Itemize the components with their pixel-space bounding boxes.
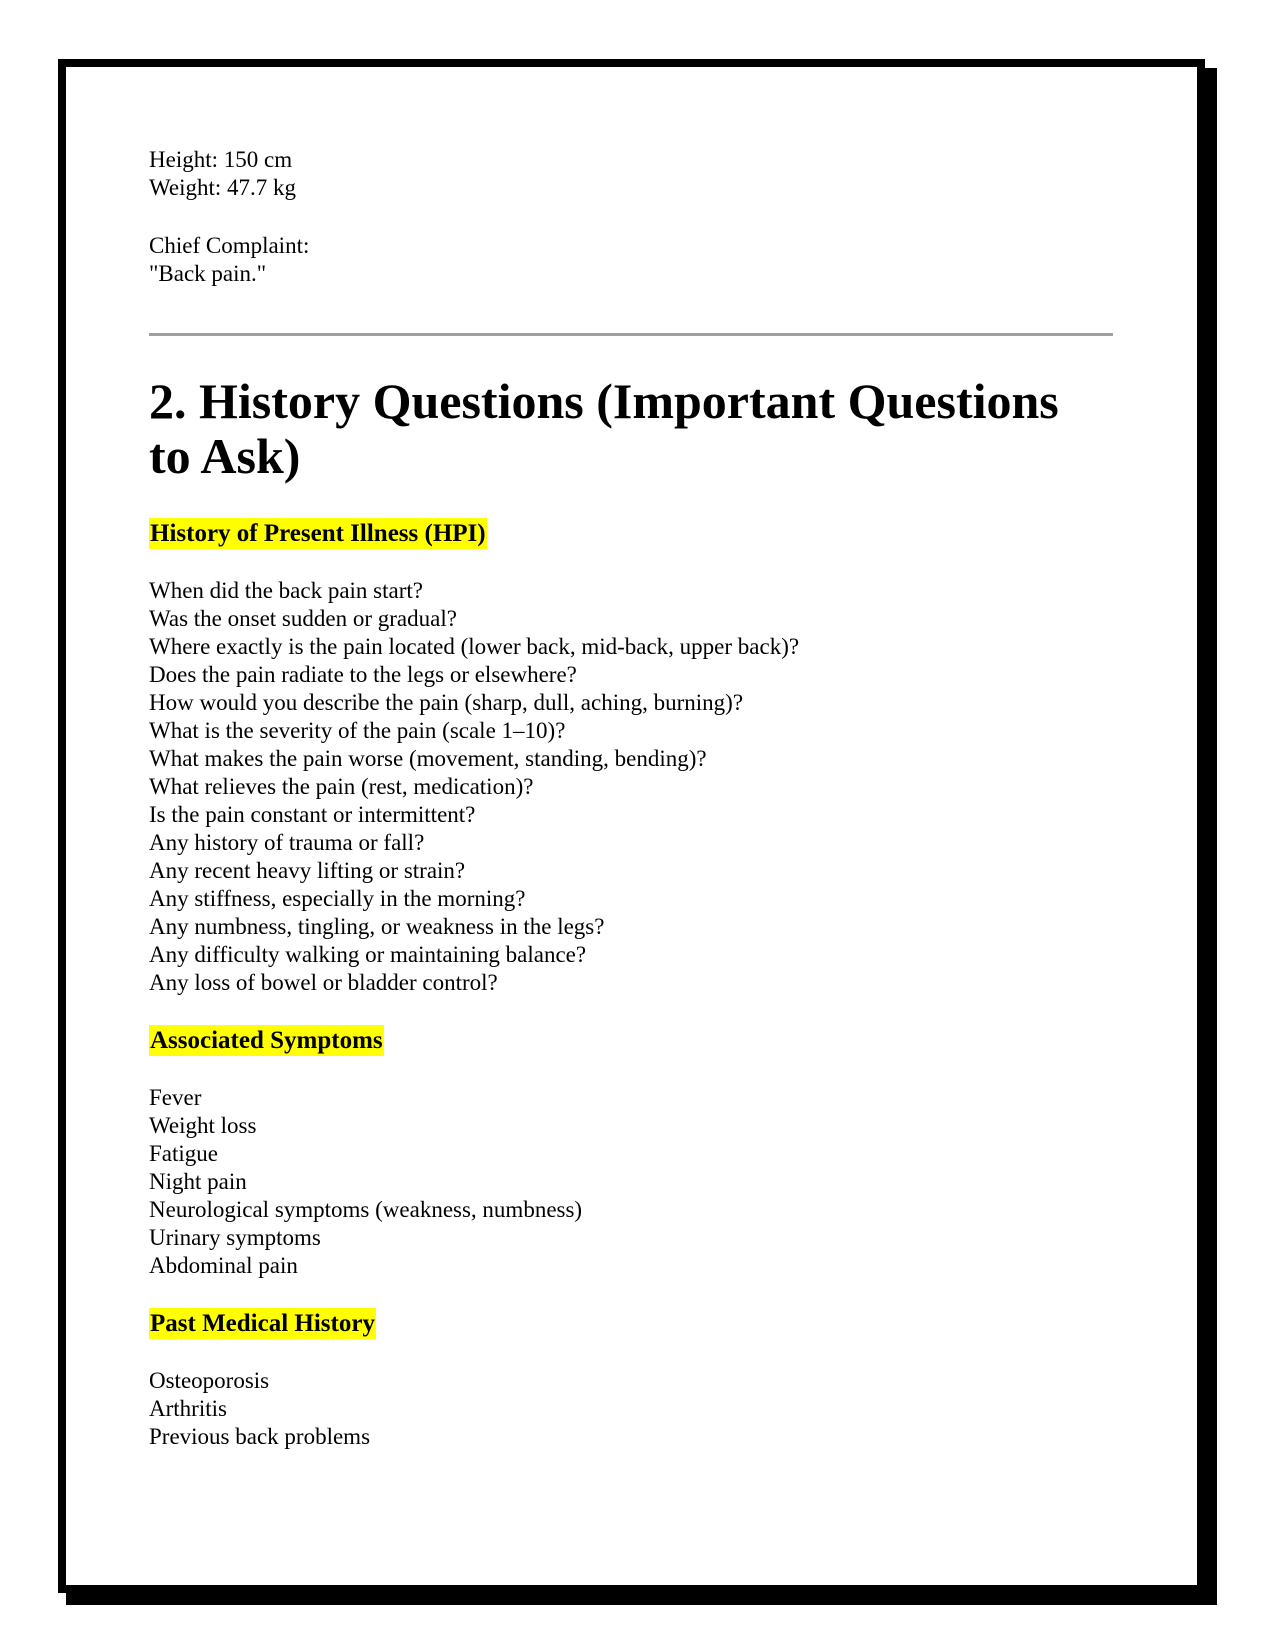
list-item: Fatigue <box>149 1141 218 1166</box>
list-item: Abdominal pain <box>149 1253 298 1278</box>
list-item: Any recent heavy lifting or strain? <box>149 858 466 883</box>
associated-symptoms-list <box>149 1084 1124 1280</box>
list-item: Urinary symptoms <box>149 1225 321 1250</box>
list-item: Osteoporosis <box>149 1368 270 1393</box>
hpi-section <box>149 518 1124 997</box>
hpi-list <box>149 577 1124 997</box>
horizontal-rule <box>149 333 1113 336</box>
list-item: Where exactly is the pain located (lower back, mid-back, upper back)? <box>149 634 800 659</box>
list-item: Any history of trauma or fall? <box>149 830 425 855</box>
associated-symptoms-heading: Associated Symptoms <box>150 1027 383 1054</box>
list-item: What is the severity of the pain (scale 1–10)? <box>149 718 566 743</box>
list-item: Any difficulty walking or maintaining balance? <box>149 942 587 967</box>
list-item: Weight loss <box>149 1113 257 1138</box>
past-medical-history-list <box>149 1367 1124 1451</box>
list-item: Fever <box>149 1085 202 1110</box>
list-item: Neurological symptoms (weakness, numbness) <box>149 1197 583 1222</box>
list-item: Any stiffness, especially in the morning? <box>149 886 526 911</box>
list-item: Previous back problems <box>149 1424 371 1449</box>
height-line: Height: 150 cm <box>149 147 293 172</box>
list-item: Is the pain constant or intermittent? <box>149 802 476 827</box>
hpi-heading: History of Present Illness (HPI) <box>150 520 486 547</box>
list-item: Any loss of bowel or bladder control? <box>149 970 498 995</box>
document-content <box>149 146 1124 1451</box>
frame-shadow-bottom <box>66 1593 1217 1605</box>
frame-shadow-right <box>1205 68 1217 1603</box>
list-item: What relieves the pain (rest, medication)? <box>149 774 534 799</box>
chief-complaint-value: "Back pain." <box>149 261 267 286</box>
list-item: When did the back pain start? <box>149 578 423 603</box>
list-item: What makes the pain worse (movement, standing, bending)? <box>149 746 707 771</box>
past-medical-history-section <box>149 1308 1124 1451</box>
list-item: How would you describe the pain (sharp, dull, aching, burning)? <box>149 690 744 715</box>
list-item: Does the pain radiate to the legs or elsewhere? <box>149 662 577 687</box>
list-item: Night pain <box>149 1169 247 1194</box>
list-item: Was the onset sudden or gradual? <box>149 606 457 631</box>
associated-symptoms-section <box>149 1025 1124 1280</box>
past-medical-history-heading: Past Medical History <box>150 1310 375 1337</box>
section-title: 2. History Questions (Important Questions to Ask) <box>149 373 1059 484</box>
weight-line: Weight: 47.7 kg <box>149 175 296 200</box>
chief-complaint-label: Chief Complaint: <box>149 233 310 258</box>
list-item: Arthritis <box>149 1396 227 1421</box>
list-item: Any numbness, tingling, or weakness in the legs? <box>149 914 605 939</box>
